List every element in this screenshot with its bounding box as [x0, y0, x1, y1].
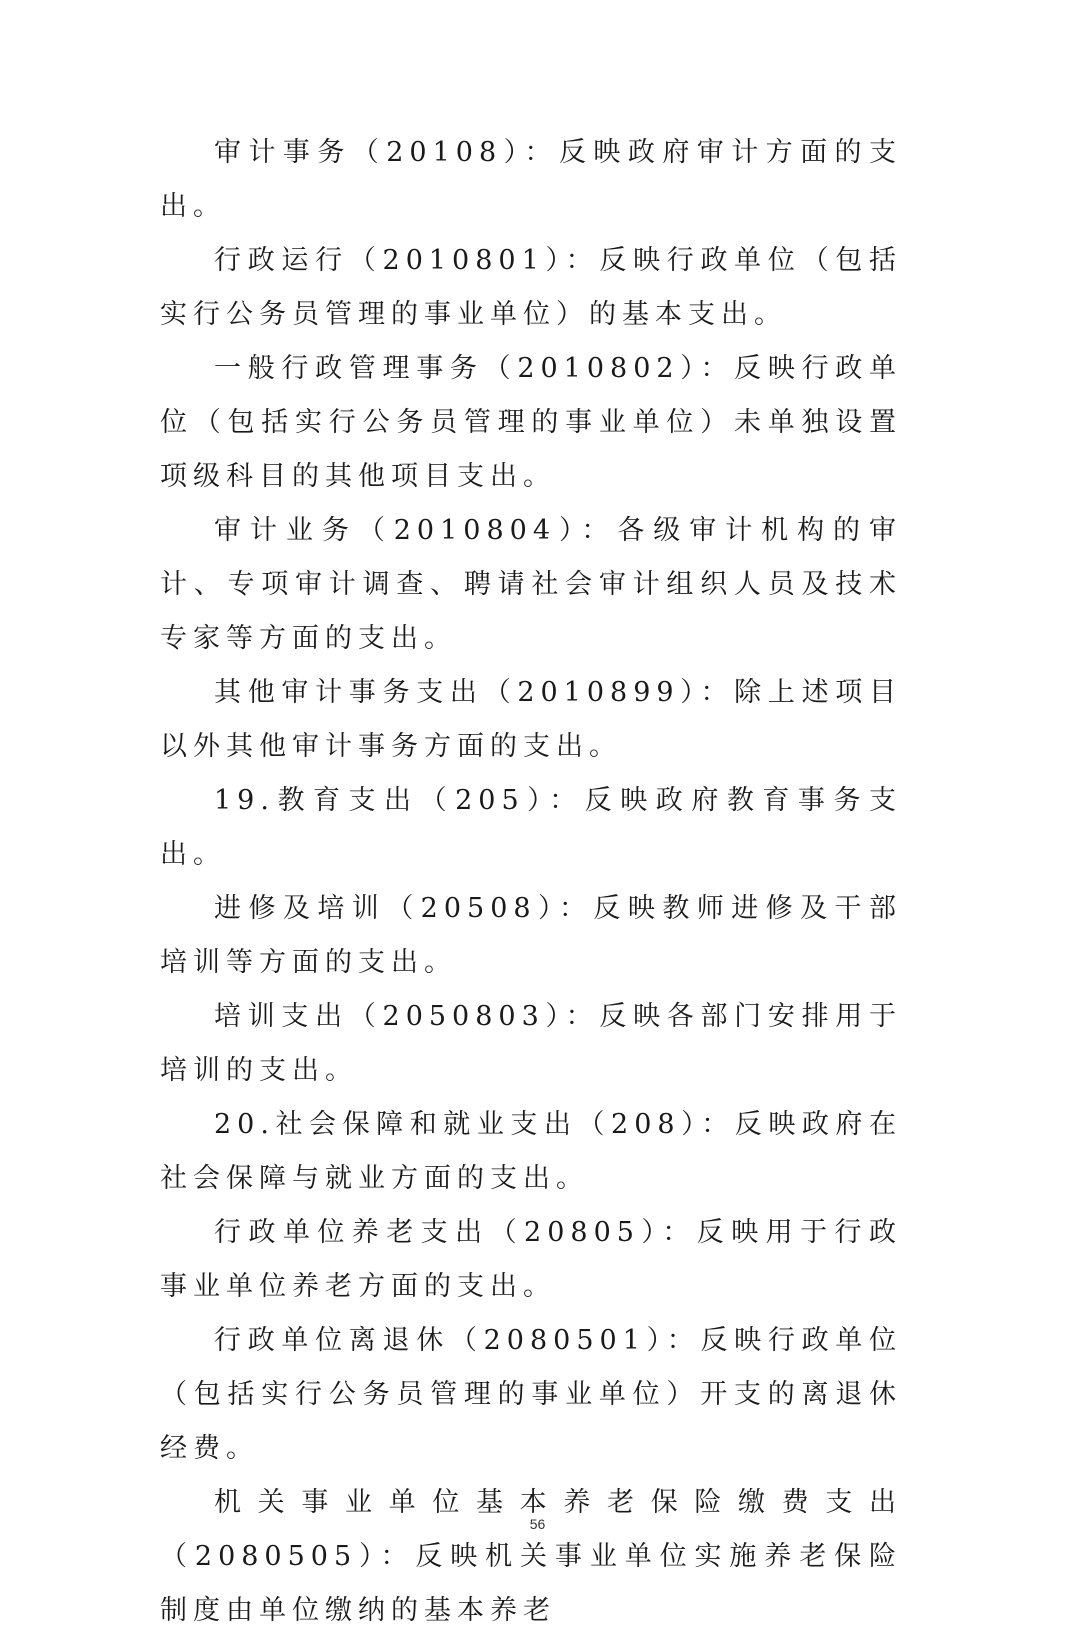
- paragraph-general-administrative-affairs: 一般行政管理事务（2010802）：反映行政单位（包括实行公务员管理的事业单位）未单独设置项级科目的其他项目支出。: [160, 353, 902, 492]
- paragraph-administrative-operation: 行政运行（2010801）：反映行政单位（包括实行公务员管理的事业单位）的基本支出。: [160, 245, 902, 330]
- paragraph-administrative-retirement: 行政单位离退休（2080501）：反映行政单位（包括实行公务员管理的事业单位）开支的离退休经费。: [160, 1325, 902, 1464]
- paragraph-training-expenditure: 培训支出（2050803）：反映各部门安排用于培训的支出。: [160, 1001, 902, 1086]
- paragraph-training-and-study: 进修及培训（20508）：反映教师进修及干部培训等方面的支出。: [160, 893, 902, 978]
- paragraph-other-audit-expenditure: 其他审计事务支出（2010899）：除上述项目以外其他审计事务方面的支出。: [160, 677, 902, 762]
- paragraph-pension-insurance-contribution: 机关事业单位基本养老保险缴费支出（2080505）：反映机关事业单位实施养老保险制度由单位缴纳的基本养老: [160, 1487, 902, 1626]
- paragraph-audit-affairs: 审计事务（20108）：反映政府审计方面的支出。: [160, 137, 902, 222]
- page-number: 56: [529, 1516, 546, 1532]
- paragraph-education-expenditure: 19.教育支出（205）：反映政府教育事务支出。: [160, 785, 902, 870]
- document-body: [160, 126, 902, 1638]
- paragraph-social-security-employment: 20.社会保障和就业支出（208）：反映政府在社会保障与就业方面的支出。: [160, 1109, 902, 1194]
- paragraph-audit-business: 审计业务（2010804）：各级审计机构的审计、专项审计调查、聘请社会审计组织人员及技术专家等方面的支出。: [160, 515, 902, 654]
- paragraph-administrative-pension: 行政单位养老支出（20805）：反映用于行政事业单位养老方面的支出。: [160, 1217, 902, 1302]
